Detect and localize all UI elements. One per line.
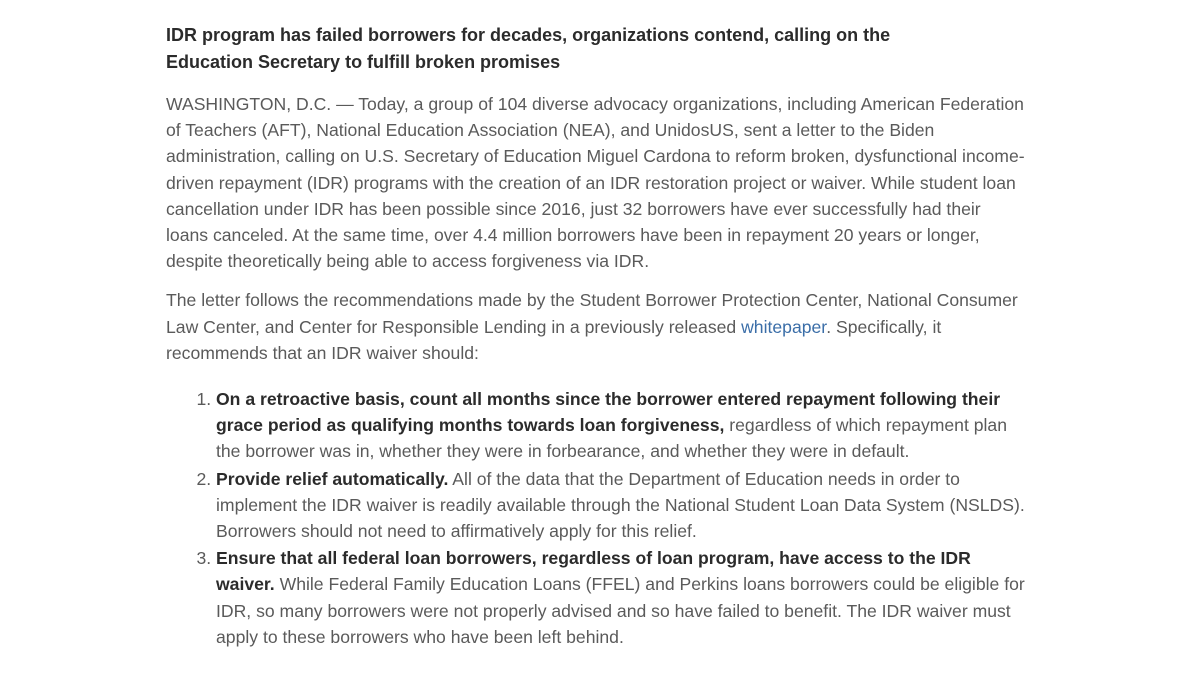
recommendation-2-text: All of the data that the Department of Education needs in order to implement the IDR waiver is readily available through the National Student Loan Data System (NSLDS). Borrowers should not need to affirmatively apply for this relief. — [216, 468, 1025, 542]
recommendation-1-bold: On a retroactive basis, count all months since the borrower entered repayment following their grace period as qualifying months towards loan forgiveness, — [216, 389, 1001, 436]
article-body — [166, 22, 1046, 651]
recommendation-item-2 — [216, 466, 1031, 545]
recommendation-item-1 — [216, 386, 1031, 465]
letter-paragraph-text-after: . Specifically, it recommends that an IDR waiver should: — [166, 316, 942, 363]
whitepaper-link[interactable]: whitepaper — [741, 316, 827, 337]
recommendations-list — [166, 386, 1046, 650]
recommendation-3-text: While Federal Family Education Loans (FFEL) and Perkins loans borrowers could be eligible for IDR, so many borrowers were not properly advised and so have failed to benefit. The IDR waiver must apply to these borrowers who have been left behind. — [216, 574, 1025, 647]
recommendation-2-bold: Provide relief automatically. — [216, 468, 449, 489]
article-headline: IDR program has failed borrowers for decades, organizations contend, calling on the Education Secretary to fulfill broken promises — [166, 25, 891, 72]
letter-paragraph-text-before: The letter follows the recommendations made by the Student Borrower Protection Center, National Consumer Law Center, and Center for Responsible Lending in a previously released — [166, 290, 1018, 337]
recommendation-3-bold: Ensure that all federal loan borrowers, regardless of loan program, have access to the IDR waiver. — [216, 548, 971, 595]
recommendation-item-3 — [216, 545, 1031, 650]
recommendation-1-text: regardless of which repayment plan the borrower was in, whether they were in forbearance, and whether they were in default. — [216, 415, 1008, 462]
letter-paragraph — [166, 287, 1026, 366]
intro-paragraph: WASHINGTON, D.C. — Today, a group of 104 diverse advocacy organizations, including American Federation of Teachers (AFT), National Education Association (NEA), and UnidosUS, sent a letter to the Biden administration, calling on U.S. Secretary of Education Miguel Cardona to reform broken, dysfunctional income-driven repayment (IDR) programs with the creation of an IDR restoration project or waiver. While student loan cancellation under IDR has been possible since 2016, just 32 borrowers have ever successfully had their loans canceled. At the same time, over 4.4 million borrowers have been in repayment 20 years or longer, despite theoretically being able to access forgiveness via IDR. — [166, 94, 1025, 272]
